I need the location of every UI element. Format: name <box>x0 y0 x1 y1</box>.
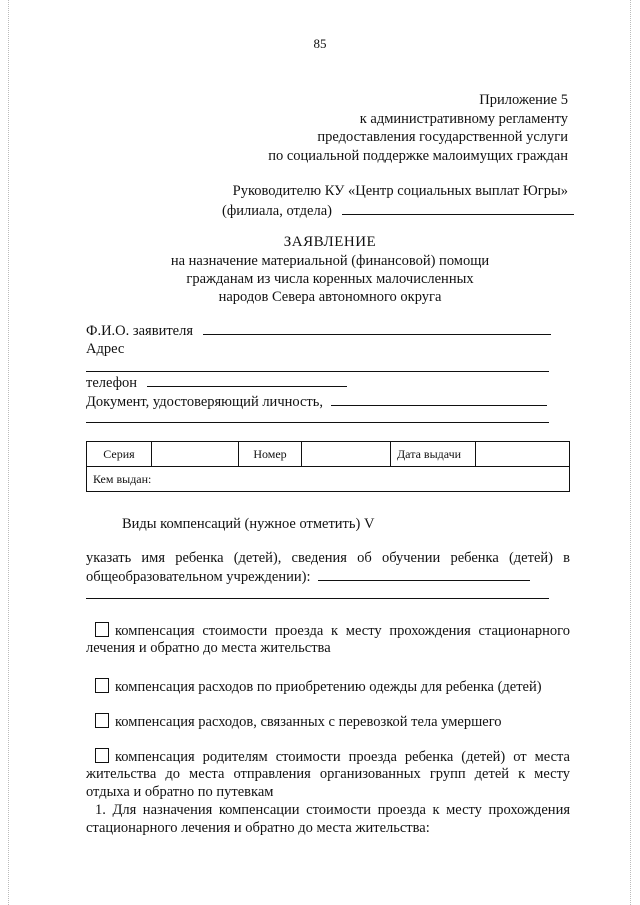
option-4-line-2: жительства до места отправления организованных групп детей к месту <box>86 766 570 782</box>
children-info-row-2 <box>86 568 530 585</box>
scan-edge-right <box>630 0 632 905</box>
document-field-line-2[interactable] <box>86 422 549 423</box>
appendix-line-1: Приложение 5 <box>479 92 568 108</box>
option-3-checkbox[interactable] <box>95 713 109 728</box>
children-info-field[interactable] <box>318 568 530 581</box>
issue-date-label: Дата выдачи <box>391 442 476 467</box>
number-label: Номер <box>239 442 302 467</box>
address-label: Адрес <box>86 341 125 357</box>
option-4-checkbox[interactable] <box>95 748 109 763</box>
page-number: 85 <box>313 36 327 51</box>
document-title: ЗАЯВЛЕНИЕ <box>283 234 377 250</box>
number-field[interactable] <box>302 442 391 467</box>
title-sub-1: на назначение материальной (финансовой) помощи <box>170 253 490 269</box>
series-field[interactable] <box>152 442 239 467</box>
addressee-branch-label: (филиала, отдела) <box>222 203 332 219</box>
compensation-types-label: Виды компенсаций (нужное отметить) V <box>122 516 375 532</box>
children-info-line-2: общеобразовательном учреждении): <box>86 569 311 585</box>
addressee-branch-field[interactable] <box>342 202 574 215</box>
fio-label: Ф.И.О. заявителя <box>86 323 194 339</box>
option-1-line-1 <box>95 622 570 639</box>
option-3-row <box>95 713 502 730</box>
id-table-row-2 <box>87 467 570 492</box>
phone-field[interactable] <box>147 374 347 387</box>
appendix-line-4: по социальной поддержке малоимущих граждан <box>268 148 568 164</box>
title-sub-2: гражданам из числа коренных малочисленных <box>186 271 474 287</box>
option-2-text: компенсация расходов по приобретению одежды для ребенка (детей) <box>115 679 542 695</box>
issued-by-label: Кем выдан: <box>93 471 152 486</box>
option-1-checkbox[interactable] <box>95 622 109 637</box>
option-4-line-1 <box>95 748 570 765</box>
phone-label: телефон <box>86 375 138 391</box>
addressee-line-1: Руководителю КУ «Центр социальных выплат Югры» <box>232 183 568 199</box>
issued-by-cell[interactable] <box>87 467 570 492</box>
title-sub-3: народов Севера автономного округа <box>218 289 442 305</box>
id-document-table <box>86 441 570 492</box>
phone-row <box>86 374 347 391</box>
addressee-line-2 <box>222 202 574 219</box>
option-4-text: компенсация родителям стоимости проезда ребенка (детей) от места <box>115 749 570 765</box>
children-info-line-1: указать имя ребенка (детей), сведения об обучении ребенка (детей) в <box>86 550 570 566</box>
section-1-line-2: стационарного лечения и обратно до места жительства: <box>86 820 430 836</box>
section-1-line-1: 1. Для назначения компенсации стоимости проезда к месту прохождения <box>95 802 570 818</box>
appendix-line-2: к административному регламенту <box>359 111 568 127</box>
id-table-row-1 <box>87 442 570 467</box>
address-field[interactable] <box>86 371 549 372</box>
option-2-checkbox[interactable] <box>95 678 109 693</box>
fio-field[interactable] <box>203 322 551 335</box>
option-2-row <box>95 678 542 695</box>
series-label: Серия <box>87 442 152 467</box>
scan-edge-left <box>8 0 10 905</box>
document-row <box>86 393 547 410</box>
fio-row <box>86 322 551 339</box>
issue-date-field[interactable] <box>476 442 570 467</box>
children-info-field-line-2[interactable] <box>86 598 549 599</box>
option-1-text: компенсация стоимости проезда к месту прохождения стационарного <box>115 623 570 639</box>
option-4-line-3: отдыха и обратно по путевкам <box>86 784 274 800</box>
option-3-text: компенсация расходов, связанных с перевозкой тела умершего <box>115 714 502 730</box>
appendix-line-3: предоставления государственной услуги <box>317 129 568 145</box>
document-label: Документ, удостоверяющий личность, <box>86 394 323 410</box>
document-field[interactable] <box>331 393 547 406</box>
option-1-line-2: лечения и обратно до места жительства <box>86 640 331 656</box>
